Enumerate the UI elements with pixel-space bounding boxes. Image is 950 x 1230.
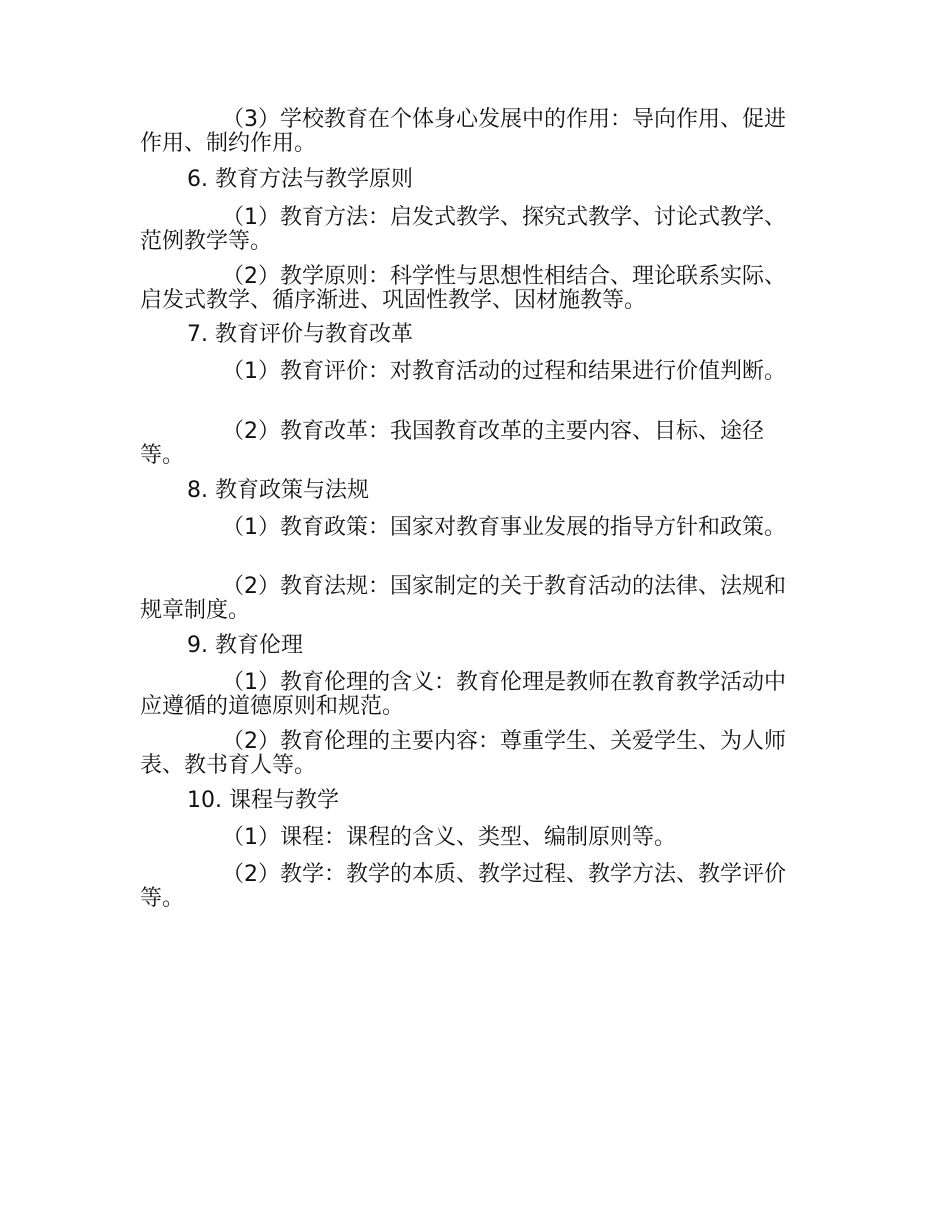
paragraph-ethics-content: （2）教育伦理的主要内容：尊重学生、关爱学生、为人师表、教书育人等。 xyxy=(140,729,786,778)
paragraph-ethics-meaning: （1）教育伦理的含义：教育伦理是教师在教育教学活动中应遵循的道德原则和规范。 xyxy=(140,670,786,719)
paragraph-education-evaluation: （1）教育评价：对教育活动的过程和结果进行价值判断。 xyxy=(222,359,786,384)
section-heading-10: 10. 课程与教学 xyxy=(187,788,339,813)
paragraph-education-methods: （1）教育方法：启发式教学、探究式教学、讨论式教学、范例教学等。 xyxy=(140,205,786,254)
section-heading-6: 6. 教育方法与教学原则 xyxy=(187,167,413,192)
paragraph-curriculum: （1）课程：课程的含义、类型、编制原则等。 xyxy=(222,825,676,850)
paragraph-teaching-principles: （2）教学原则：科学性与思想性相结合、理论联系实际、启发式教学、循序渐进、巩固性教学、因材施教等。 xyxy=(140,264,786,313)
paragraph-education-policy: （1）教育政策：国家对教育事业发展的指导方针和政策。 xyxy=(222,515,786,540)
section-heading-7: 7. 教育评价与教育改革 xyxy=(187,322,413,347)
paragraph-school-education-role: （3）学校教育在个体身心发展中的作用：导向作用、促进作用、制约作用。 xyxy=(140,107,786,156)
section-heading-9: 9. 教育伦理 xyxy=(187,633,303,658)
paragraph-education-reform: （2）教育改革：我国教育改革的主要内容、目标、途径等。 xyxy=(140,419,764,468)
section-heading-8: 8. 教育政策与法规 xyxy=(187,478,369,503)
paragraph-teaching: （2）教学：教学的本质、教学过程、教学方法、教学评价等。 xyxy=(140,862,786,911)
paragraph-education-law: （2）教育法规：国家制定的关于教育活动的法律、法规和规章制度。 xyxy=(140,574,786,623)
